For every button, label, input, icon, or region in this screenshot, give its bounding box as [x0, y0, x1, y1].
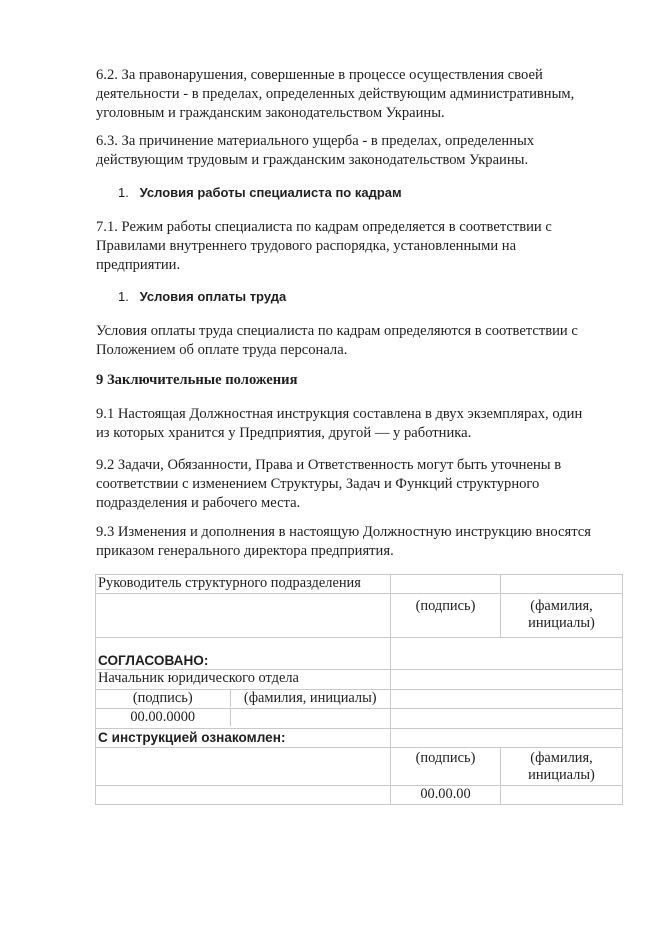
- paragraph-9-3: 9.3 Изменения и дополнения в настоящую Должностную инструкцию вносятся приказом генерального директора предприятия.: [96, 524, 591, 559]
- heading-work-conditions: 1. Условия работы специалиста по кадрам: [118, 185, 402, 200]
- paragraph-6-2: 6.2. За правонарушения, совершенные в процессе осуществления своей деятельности - в пределах, определенных действующим административным, уголовным и гражданским законодательством Украины.: [96, 67, 575, 121]
- heading-pay-conditions: 1. Условия оплаты труда: [118, 289, 287, 304]
- date-value-1: 00.00.0000: [130, 709, 196, 725]
- agreed-label: СОГЛАСОВАНО:: [96, 638, 391, 670]
- surname-label: (фамилия, инициалы): [501, 594, 623, 638]
- paragraph-6-3: 6.3. За причинение материального ущерба - в пределах, определенных действующим трудовым и гражданским законодательством Украины.: [96, 133, 535, 168]
- date-value-2: 00.00.00: [391, 786, 501, 805]
- acquainted-label: С инструкцией ознакомлен:: [96, 729, 391, 748]
- head-label-cell: Руководитель структурного подразделения: [96, 575, 391, 594]
- legal-head-label: Начальник юридического отдела: [96, 670, 391, 690]
- signature-label: (подпись): [391, 594, 501, 638]
- surname-label-3: (фамилия, инициалы): [501, 748, 623, 786]
- paragraph-9-2: 9.2 Задачи, Обязанности, Права и Ответственность могут быть уточнены в соответствии с изменением Структуры, Задач и Функций структурного подразделения и рабочего места.: [96, 457, 562, 511]
- paragraph-9-1: 9.1 Настоящая Должностная инструкция составлена в двух экземплярах, один из которых хранится у Предприятия, другой — у работника.: [96, 406, 583, 441]
- paragraph-pay: Условия оплаты труда специалиста по кадрам определяются в соответствии с Положением об оплате труда персонала.: [96, 323, 578, 358]
- surname-label-2: (фамилия, инициалы): [230, 690, 390, 707]
- signature-label-2: (подпись): [132, 690, 193, 706]
- signature-table: [95, 574, 623, 805]
- paragraph-7-1: 7.1. Режим работы специалиста по кадрам определяется в соответствии с Правилами внутреннего трудового распорядка, установленными на предприятии.: [96, 219, 552, 273]
- heading-final-provisions: 9 Заключительные положения: [96, 372, 298, 388]
- signature-label-3: (подпись): [391, 748, 501, 786]
